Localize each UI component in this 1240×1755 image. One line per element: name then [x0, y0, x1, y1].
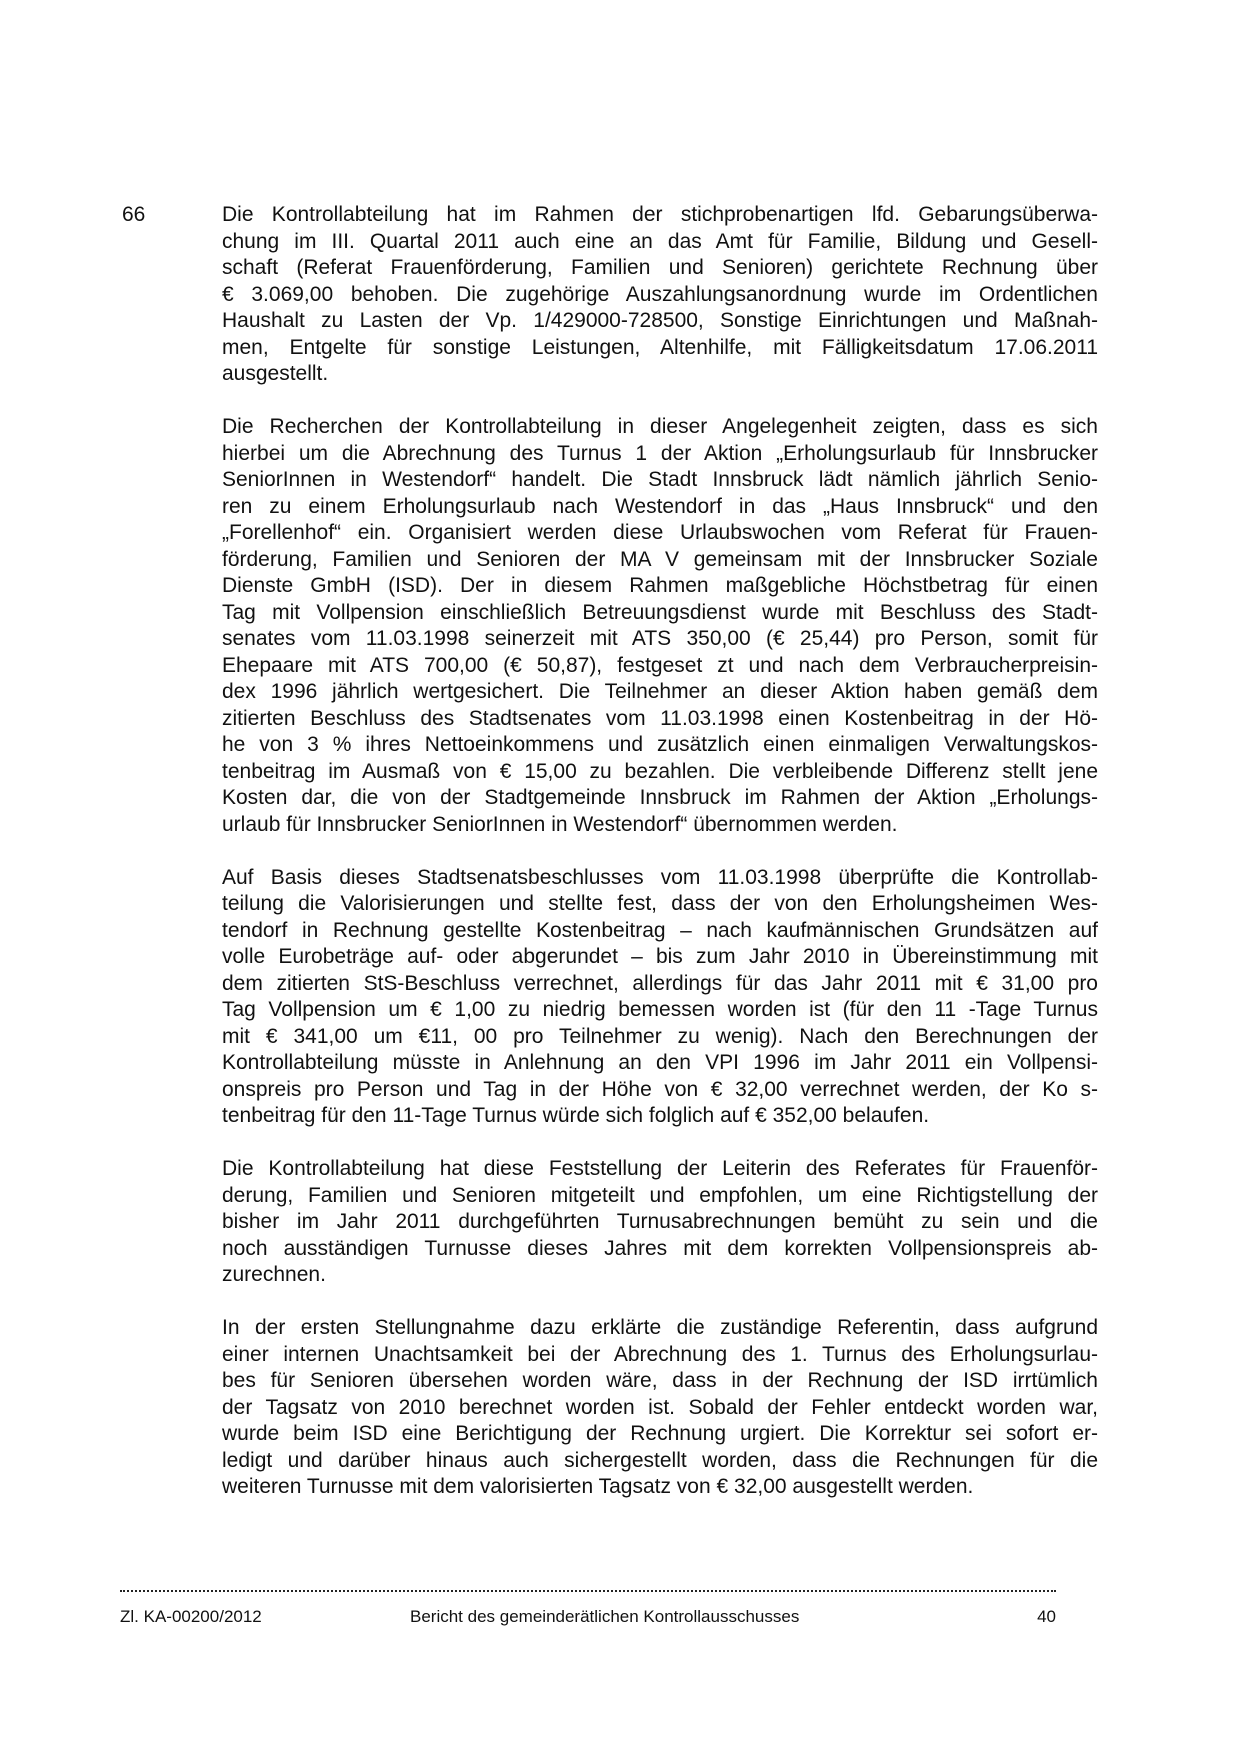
text-line: zitierten Beschluss des Stadtsenates vom 11.03.1998 einen Kostenbeitrag in der Hö-: [222, 706, 1098, 730]
text-line: „Forellenhof“ ein. Organisiert werden diese Urlaubswochen vom Referat für Frauen-: [222, 521, 1098, 544]
text-line: wurde beim ISD eine Berichtigung der Rechnung urgiert. Die Korrektur sei sofort er-: [222, 1422, 1098, 1445]
text-line: € 3.069,00 behoben. Die zugehörige Auszahlungsanordnung wurde im Ordentlichen: [222, 282, 1098, 306]
text-line: ledigt und darüber hinaus auch sichergestellt worden, dass die Rechnungen für die: [222, 1448, 1098, 1472]
text-line: Die Kontrollabteilung hat diese Feststellung der Leiterin des Referates für Frauenför-: [222, 1157, 1098, 1180]
text-line: bes für Senioren übersehen worden wäre, dass in der Rechnung der ISD irrtümlich: [222, 1369, 1098, 1392]
paragraph: [222, 865, 1098, 1130]
text-line: tendorf in Rechnung gestellte Kostenbeitrag – nach kaufmännischen Grundsätzen auf: [222, 918, 1098, 942]
text-line: In der ersten Stellungnahme dazu erklärte die zuständige Referentin, dass aufgrund: [222, 1316, 1098, 1339]
footer-title: Bericht des gemeinderätlichen Kontrollausschusses: [410, 1607, 800, 1626]
text-line: Tag mit Vollpension einschließlich Betreuungsdienst wurde mit Beschluss des Stadt-: [222, 600, 1098, 624]
text-line: dem zitierten StS-Beschluss verrechnet, allerdings für das Jahr 2011 mit € 31,00 pro: [222, 971, 1098, 995]
text-line: Auf Basis dieses Stadtsenatsbeschlusses vom 11.03.1998 überprüfte die Kontrollab-: [222, 865, 1098, 889]
text-line: bisher im Jahr 2011 durchgeführten Turnusabrechnungen bemüht zu sein und die: [222, 1210, 1098, 1233]
paragraph: [222, 1315, 1098, 1501]
text-line: urlaub für Innsbrucker SeniorInnen in Westendorf“ übernommen werden.: [222, 812, 898, 836]
text-line: derung, Familien und Senioren mitgeteilt und empfohlen, um eine Richtigstellung der: [222, 1183, 1098, 1207]
text-line: ren zu einem Erholungsurlaub nach Westendorf in das „Haus Innsbruck“ und den: [222, 494, 1098, 518]
text-line: onspreis pro Person und Tag in der Höhe von € 32,00 verrechnet werden, der Ko s-: [222, 1077, 1098, 1101]
text-line: der Tagsatz von 2010 berechnet worden ist. Sobald der Fehler entdeckt worden war,: [222, 1395, 1098, 1419]
text-line: förderung, Familien und Senioren der MA V gemeinsam mit der Innsbrucker Soziale: [222, 547, 1098, 571]
text-line: schaft (Referat Frauenförderung, Familien und Senioren) gerichtete Rechnung über: [222, 256, 1098, 279]
text-line: teilung die Valorisierungen und stellte fest, dass der von den Erholungsheimen Wes-: [222, 892, 1098, 915]
body-text: [222, 202, 1098, 1527]
text-line: einer internen Unachtsamkeit bei der Abrechnung des 1. Turnus des Erholungsurlau-: [222, 1342, 1098, 1366]
text-line: men, Entgelte für sonstige Leistungen, Altenhilfe, mit Fälligkeitsdatum 17.06.2011: [222, 335, 1098, 359]
page-footer: [120, 1604, 1056, 1630]
text-line: Dienste GmbH (ISD). Der in diesem Rahmen maßgebliche Höchstbetrag für einen: [222, 574, 1098, 597]
paragraph: [222, 1156, 1098, 1289]
text-line: Kontrollabteilung müsste in Anlehnung an den VPI 1996 im Jahr 2011 ein Vollpensi-: [222, 1051, 1098, 1074]
text-line: he von 3 % ihres Nettoeinkommens und zusätzlich einen einmaligen Verwaltungskos-: [222, 733, 1098, 756]
paragraph: [222, 202, 1098, 388]
text-line: mit € 341,00 um €11, 00 pro Teilnehmer zu wenig). Nach den Berechnungen der: [222, 1024, 1098, 1048]
text-line: senates vom 11.03.1998 seinerzeit mit ATS 350,00 (€ 25,44) pro Person, somit für: [222, 627, 1098, 650]
text-line: tenbeitrag für den 11-Tage Turnus würde sich folglich auf € 352,00 belaufen.: [222, 1104, 930, 1127]
footer-reference: Zl. KA-00200/2012: [120, 1607, 262, 1626]
text-line: Kosten dar, die von der Stadtgemeinde Innsbruck im Rahmen der Aktion „Erholungs-: [222, 786, 1098, 809]
text-line: weiteren Turnusse mit dem valorisierten Tagsatz von € 32,00 ausgestellt werden.: [222, 1475, 974, 1498]
text-line: hierbei um die Abrechnung des Turnus 1 der Aktion „Erholungsurlaub für Innsbrucker: [222, 441, 1098, 465]
text-line: SeniorInnen in Westendorf“ handelt. Die Stadt Innsbruck lädt nämlich jährlich Senio-: [222, 468, 1098, 491]
text-line: zurechnen.: [222, 1263, 326, 1286]
text-line: tenbeitrag im Ausmaß von € 15,00 zu bezahlen. Die verbleibende Differenz stellt jene: [222, 759, 1098, 783]
text-line: Ehepaare mit ATS 700,00 (€ 50,87), festgeset zt und nach dem Verbraucherpreisin-: [222, 653, 1098, 677]
text-line: ausgestellt.: [222, 362, 329, 385]
paragraph-number: 66: [122, 203, 146, 226]
text-line: Die Recherchen der Kontrollabteilung in dieser Angelegenheit zeigten, dass es sich: [222, 415, 1098, 438]
text-line: dex 1996 jährlich wertgesichert. Die Teilnehmer an dieser Aktion haben gemäß dem: [222, 680, 1098, 703]
text-line: Haushalt zu Lasten der Vp. 1/429000-728500, Sonstige Einrichtungen und Maßnah-: [222, 309, 1098, 332]
text-line: chung im III. Quartal 2011 auch eine an das Amt für Familie, Bildung und Gesell-: [222, 229, 1098, 253]
text-line: noch ausständigen Turnusse dieses Jahres mit dem korrekten Vollpensionspreis ab-: [222, 1236, 1098, 1260]
page-number: 40: [1037, 1607, 1056, 1626]
text-line: Die Kontrollabteilung hat im Rahmen der stichprobenartigen lfd. Gebarungsüberwa-: [222, 203, 1098, 226]
text-line: Tag Vollpension um € 1,00 zu niedrig bemessen worden ist (für den 11 -Tage Turnus: [222, 998, 1098, 1021]
text-line: volle Eurobeträge auf- oder abgerundet – bis zum Jahr 2010 in Übereinstimmung mit: [222, 945, 1098, 968]
paragraph: [222, 414, 1098, 838]
footer-divider: [120, 1590, 1056, 1592]
